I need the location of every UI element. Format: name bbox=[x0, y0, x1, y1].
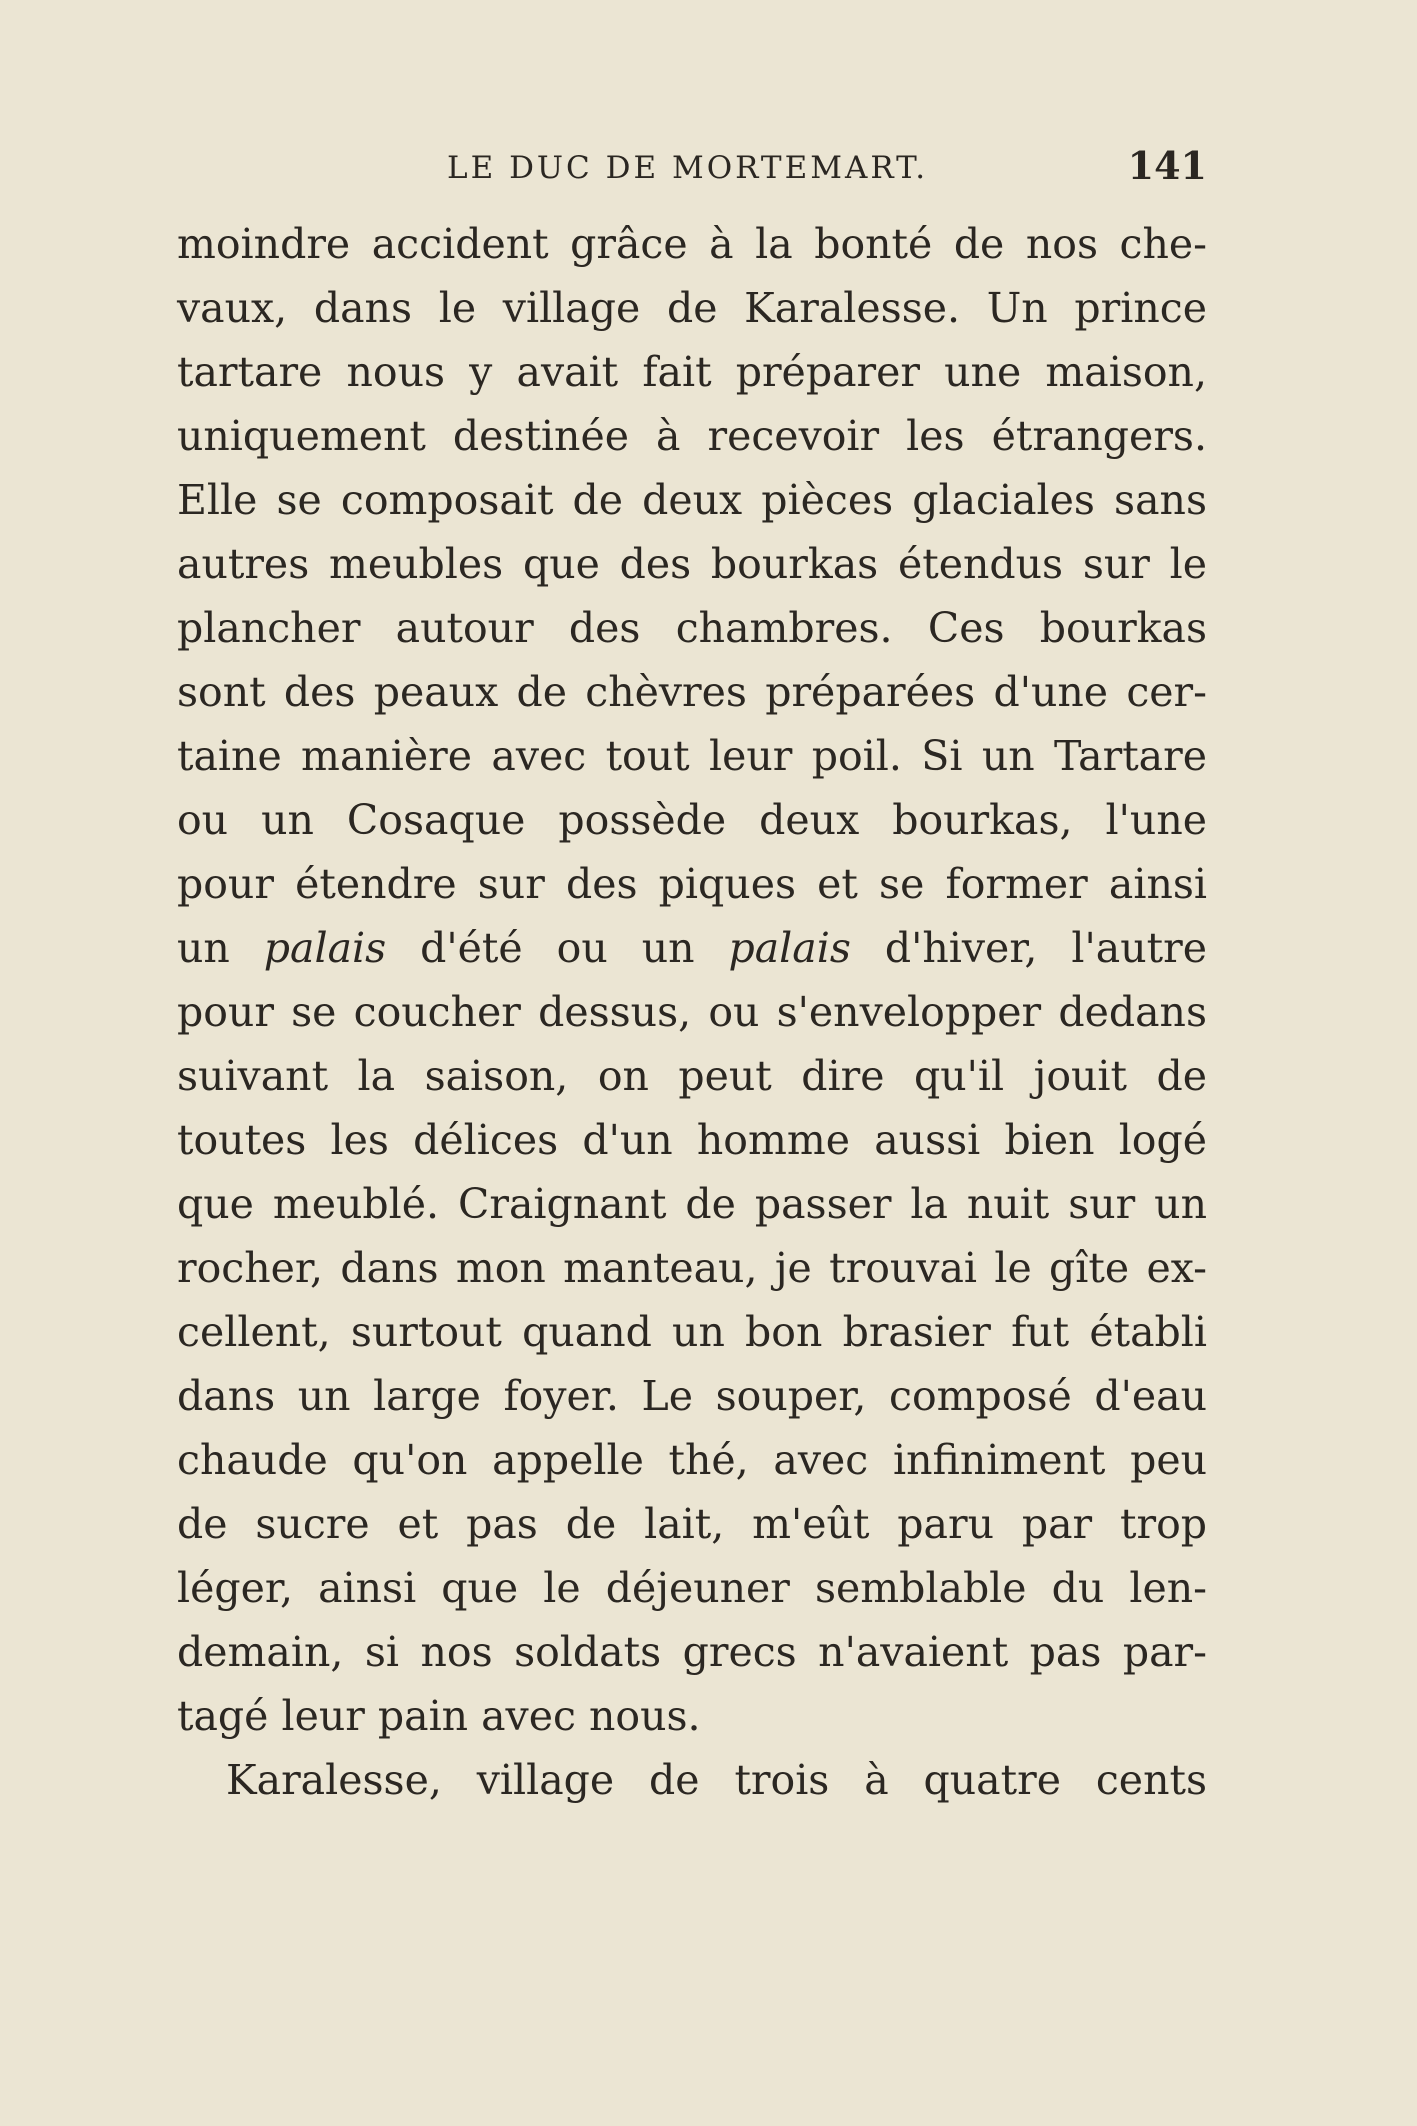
text-line: léger, ainsi que le déjeuner semblable du len- bbox=[177, 1564, 1207, 1612]
italic-word: palais bbox=[263, 924, 387, 972]
text-line: suivant la saison, on peut dire qu'il jouit de bbox=[177, 1052, 1207, 1100]
text-line: chaude qu'on appelle thé, avec infiniment peu bbox=[177, 1436, 1207, 1484]
paragraph-last-line: tagé leur pain avec nous. bbox=[177, 1692, 701, 1740]
text-line: ou un Cosaque possède deux bourkas, l'une bbox=[177, 796, 1207, 844]
body-text bbox=[177, 212, 1207, 1812]
text-line-with-italics bbox=[177, 916, 1207, 980]
text-line: autres meubles que des bourkas étendus sur le bbox=[177, 540, 1207, 588]
text-line: vaux, dans le village de Karalesse. Un prince bbox=[177, 284, 1207, 332]
text-line: pour se coucher dessus, ou s'envelopper dedans bbox=[177, 988, 1207, 1036]
text-line: pour étendre sur des piques et se former ainsi bbox=[177, 860, 1207, 908]
page-number: 141 bbox=[1127, 143, 1207, 188]
text-line: taine manière avec tout leur poil. Si un Tartare bbox=[177, 732, 1207, 780]
paragraph-first-line: Karalesse, village de trois à quatre cents bbox=[226, 1756, 1207, 1804]
text-segment: d'été ou un bbox=[386, 924, 729, 972]
text-line: cellent, surtout quand un bon brasier fut établi bbox=[177, 1308, 1207, 1356]
text-line: rocher, dans mon manteau, je trouvai le gîte ex- bbox=[177, 1244, 1207, 1292]
text-segment: d'hiver, l'autre bbox=[850, 924, 1207, 972]
text-line: dans un large foyer. Le souper, composé d'eau bbox=[177, 1372, 1207, 1420]
text-segment: un bbox=[177, 924, 264, 972]
text-line: que meublé. Craignant de passer la nuit sur un bbox=[177, 1180, 1207, 1228]
text-line: Elle se composait de deux pièces glaciales sans bbox=[177, 476, 1207, 524]
text-line: sont des peaux de chèvres préparées d'une cer- bbox=[177, 668, 1207, 716]
text-line: tartare nous y avait fait préparer une maison, bbox=[177, 348, 1207, 396]
text-line: uniquement destinée à recevoir les étrangers. bbox=[177, 412, 1207, 460]
text-line: demain, si nos soldats grecs n'avaient pas par- bbox=[177, 1628, 1207, 1676]
italic-word: palais bbox=[728, 924, 851, 972]
text-line: moindre accident grâce à la bonté de nos che- bbox=[177, 220, 1207, 268]
running-title: LE DUC DE MORTEMART. bbox=[447, 150, 929, 186]
text-line: de sucre et pas de lait, m'eût paru par trop bbox=[177, 1500, 1207, 1548]
text-line: toutes les délices d'un homme aussi bien logé bbox=[177, 1116, 1207, 1164]
running-head bbox=[177, 143, 1207, 188]
text-line: plancher autour des chambres. Ces bourkas bbox=[177, 604, 1207, 652]
